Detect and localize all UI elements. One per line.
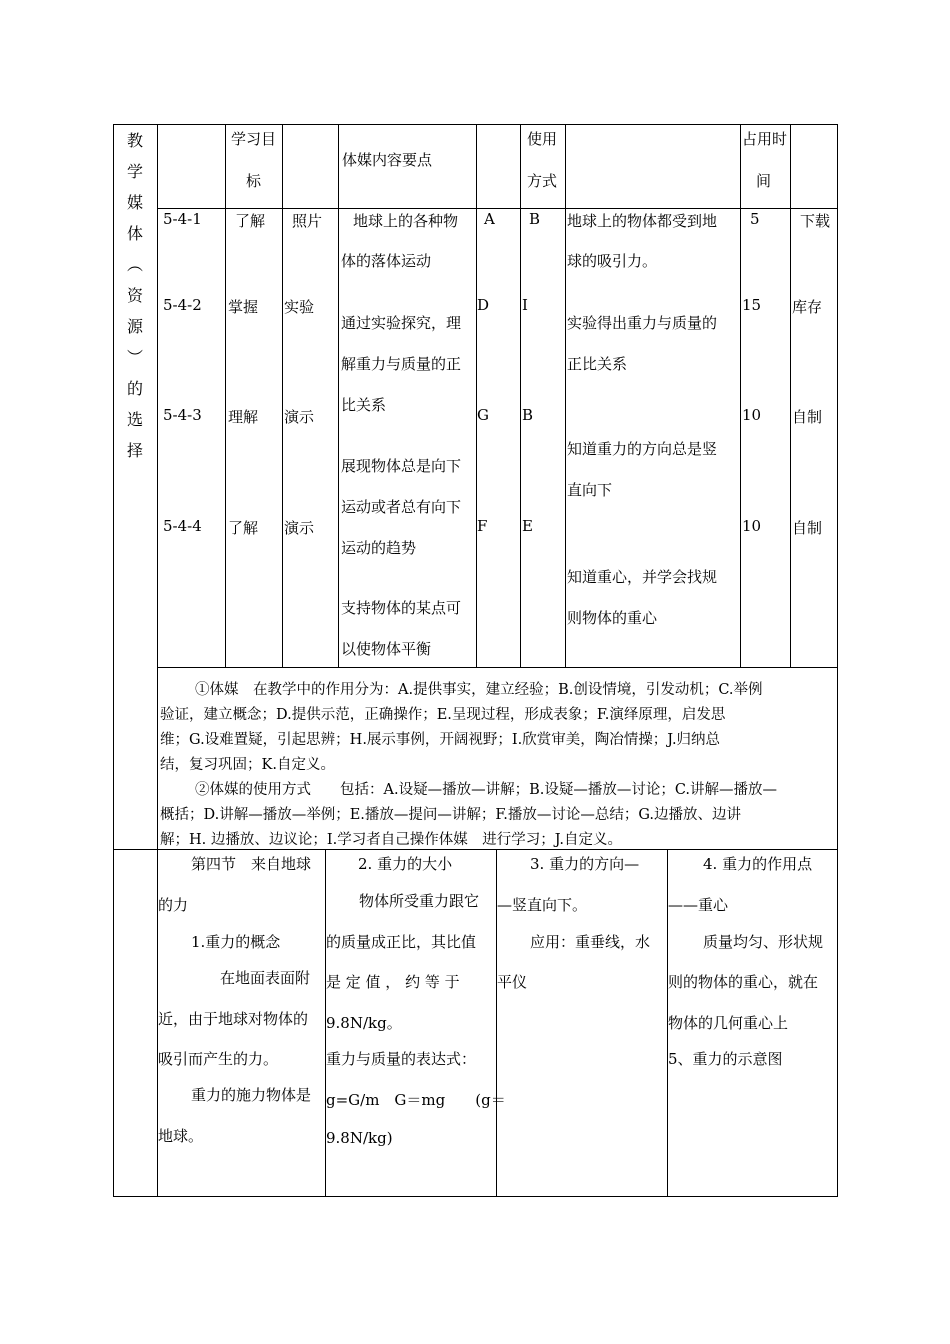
row-content-line: 支持物体的某点可 [341,599,462,617]
board-col1-line: 吸引而产生的力。 [158,1050,279,1068]
board-col2-line: 是 定 值 ， 约 等 于 [326,973,460,991]
row-point-line: 则物体的重心 [567,609,658,627]
row-type: 照片 [292,212,323,230]
row-mode: B [529,210,541,228]
board-col1-line: 第四节 来自地球 [191,855,312,873]
notes-line: 概括；D.讲解—播放—举例；E.播放—提问—讲解；F.播放—讨论—总结；G.边播放、边讲 [160,807,741,823]
board-col2-line: 9.8N/kg。 [326,1014,402,1032]
row-goal: 理解 [228,408,259,426]
row-time: 5 [750,210,760,228]
row-mode: I [522,296,528,314]
notes-line: 验证，建立概念；D.提供示范，正确操作；E.呈现过程，形成表象；F.演绎原理，启发思 [160,707,726,723]
header-time-line2: 间 [756,172,772,190]
header-goal-line2: 标 [246,172,262,190]
board-col2-line: 的质量成正比，其比值 [326,933,477,951]
board-col4-line: 4. 重力的作用点 [703,855,813,873]
header-usage-line2: 方式 [527,172,558,190]
notes-line: 维；G.设难置疑，引起思辨；H.展示事例，开阔视野；I.欣赏审美，陶冶情操；J.归纳总 [160,732,721,748]
board-col4-line: 物体的几何重心上 [668,1014,789,1032]
row-source: 自制 [792,519,823,537]
side-label-char: ︵ [126,255,143,274]
board-col3-line: 平仪 [497,973,528,991]
row-point-line: 直向下 [567,481,613,499]
side-label-char: 教 [126,131,143,150]
header-content: 体媒内容要点 [342,151,433,169]
row-time: 10 [742,406,762,424]
row-code: 5-4-1 [163,210,202,228]
row-time: 10 [742,517,762,535]
row-point-line: 正比关系 [567,355,628,373]
board-col1-line: 1.重力的概念 [191,933,281,951]
notes-line: ①体媒 在教学中的作用分为：A.提供事实，建立经验；B.创设情境，引发动机；C.举例 [195,682,763,698]
side-label-char: 体 [126,224,143,243]
board-col1-line: 的力 [158,896,189,914]
header-usage-line1: 使用 [527,130,558,148]
board-col1-line: 近，由于地球对物体的 [158,1010,309,1028]
row-role: F [477,517,488,535]
board-col2-line: 物体所受重力跟它 [359,892,480,910]
row-goal: 掌握 [228,298,259,316]
side-label-char: 的 [126,379,143,398]
board-col2-line: 重力与质量的表达式： [326,1050,477,1068]
row-content-line: 展现物体总是向下 [341,457,462,475]
row-code: 5-4-4 [163,517,202,535]
board-col4-line: 则的物体的重心，就在 [668,973,819,991]
row-role: A [484,210,495,228]
side-label-char: ︶ [126,348,143,367]
board-col3-line: 3. 重力的方向— [530,855,640,873]
board-col3-line: 应用：重垂线，水 [530,933,651,951]
row-content-line: 地球上的各种物 [353,212,459,230]
row-source: 下载 [800,212,831,230]
side-label [125,128,145,469]
row-type: 演示 [284,519,315,537]
row-content-line: 解重力与质量的正 [341,355,462,373]
row-content-line: 运动或者总有向下 [341,498,462,516]
notes-line: 解；H. 边播放、边议论；I.学习者自己操作体媒 进行学习；J.自定义。 [160,832,622,848]
row-role: D [477,296,490,314]
row-point-line: 知道重心，并学会找规 [567,568,718,586]
row-code: 5-4-2 [163,296,202,314]
row-content-line: 通过实验探究，理 [341,314,462,332]
board-col4-line: ——重心 [668,896,729,914]
side-label-char: 源 [126,317,143,336]
board-col2-line: g=G/m G＝mg (g＝ [326,1091,506,1109]
row-code: 5-4-3 [163,406,202,424]
side-label-char: 媒 [126,193,143,212]
row-source: 库存 [792,298,823,316]
row-mode: B [522,406,534,424]
board-col1-line: 重力的施力物体是 [191,1086,312,1104]
side-label-char: 资 [126,286,143,305]
row-point-line: 知道重力的方向总是竖 [567,440,718,458]
side-label-char: 选 [126,410,143,429]
header-time-line1: 占用时 [742,130,788,148]
row-role: G [477,406,489,424]
side-label-char: 学 [126,162,143,181]
board-col4-line: 5、重力的示意图 [668,1050,783,1068]
board-col1-line: 在地面表面附 [220,969,311,987]
board-col1-line: 地球。 [158,1127,204,1145]
row-content-line: 运动的趋势 [341,539,417,557]
row-mode: E [522,517,533,535]
row-time: 15 [742,296,762,314]
notes-line: 结，复习巩固；K.自定义。 [160,757,335,773]
board-col2-line: 9.8N/kg) [326,1129,393,1147]
row-point-line: 球的吸引力。 [567,252,658,270]
row-point-line: 地球上的物体都受到地 [567,212,718,230]
board-col3-line: —竖直向下。 [497,896,588,914]
notes-line: ②体媒的使用方式 包括：A.设疑—播放—讲解；B.设疑—播放—讨论；C.讲解—播放— [195,782,778,798]
row-type: 实验 [284,298,315,316]
row-point-line: 实验得出重力与质量的 [567,314,718,332]
board-col4-line: 质量均匀、形状规 [703,933,824,951]
header-goal-line1: 学习目 [231,130,277,148]
row-content-line: 比关系 [341,396,387,414]
row-source: 自制 [792,408,823,426]
row-content-line: 体的落体运动 [341,252,432,270]
row-goal: 了解 [235,212,266,230]
row-type: 演示 [284,408,315,426]
side-label-char: 择 [126,441,143,460]
row-goal: 了解 [228,519,259,537]
row-content-line: 以使物体平衡 [341,640,432,658]
board-col2-line: 2. 重力的大小 [358,855,453,873]
